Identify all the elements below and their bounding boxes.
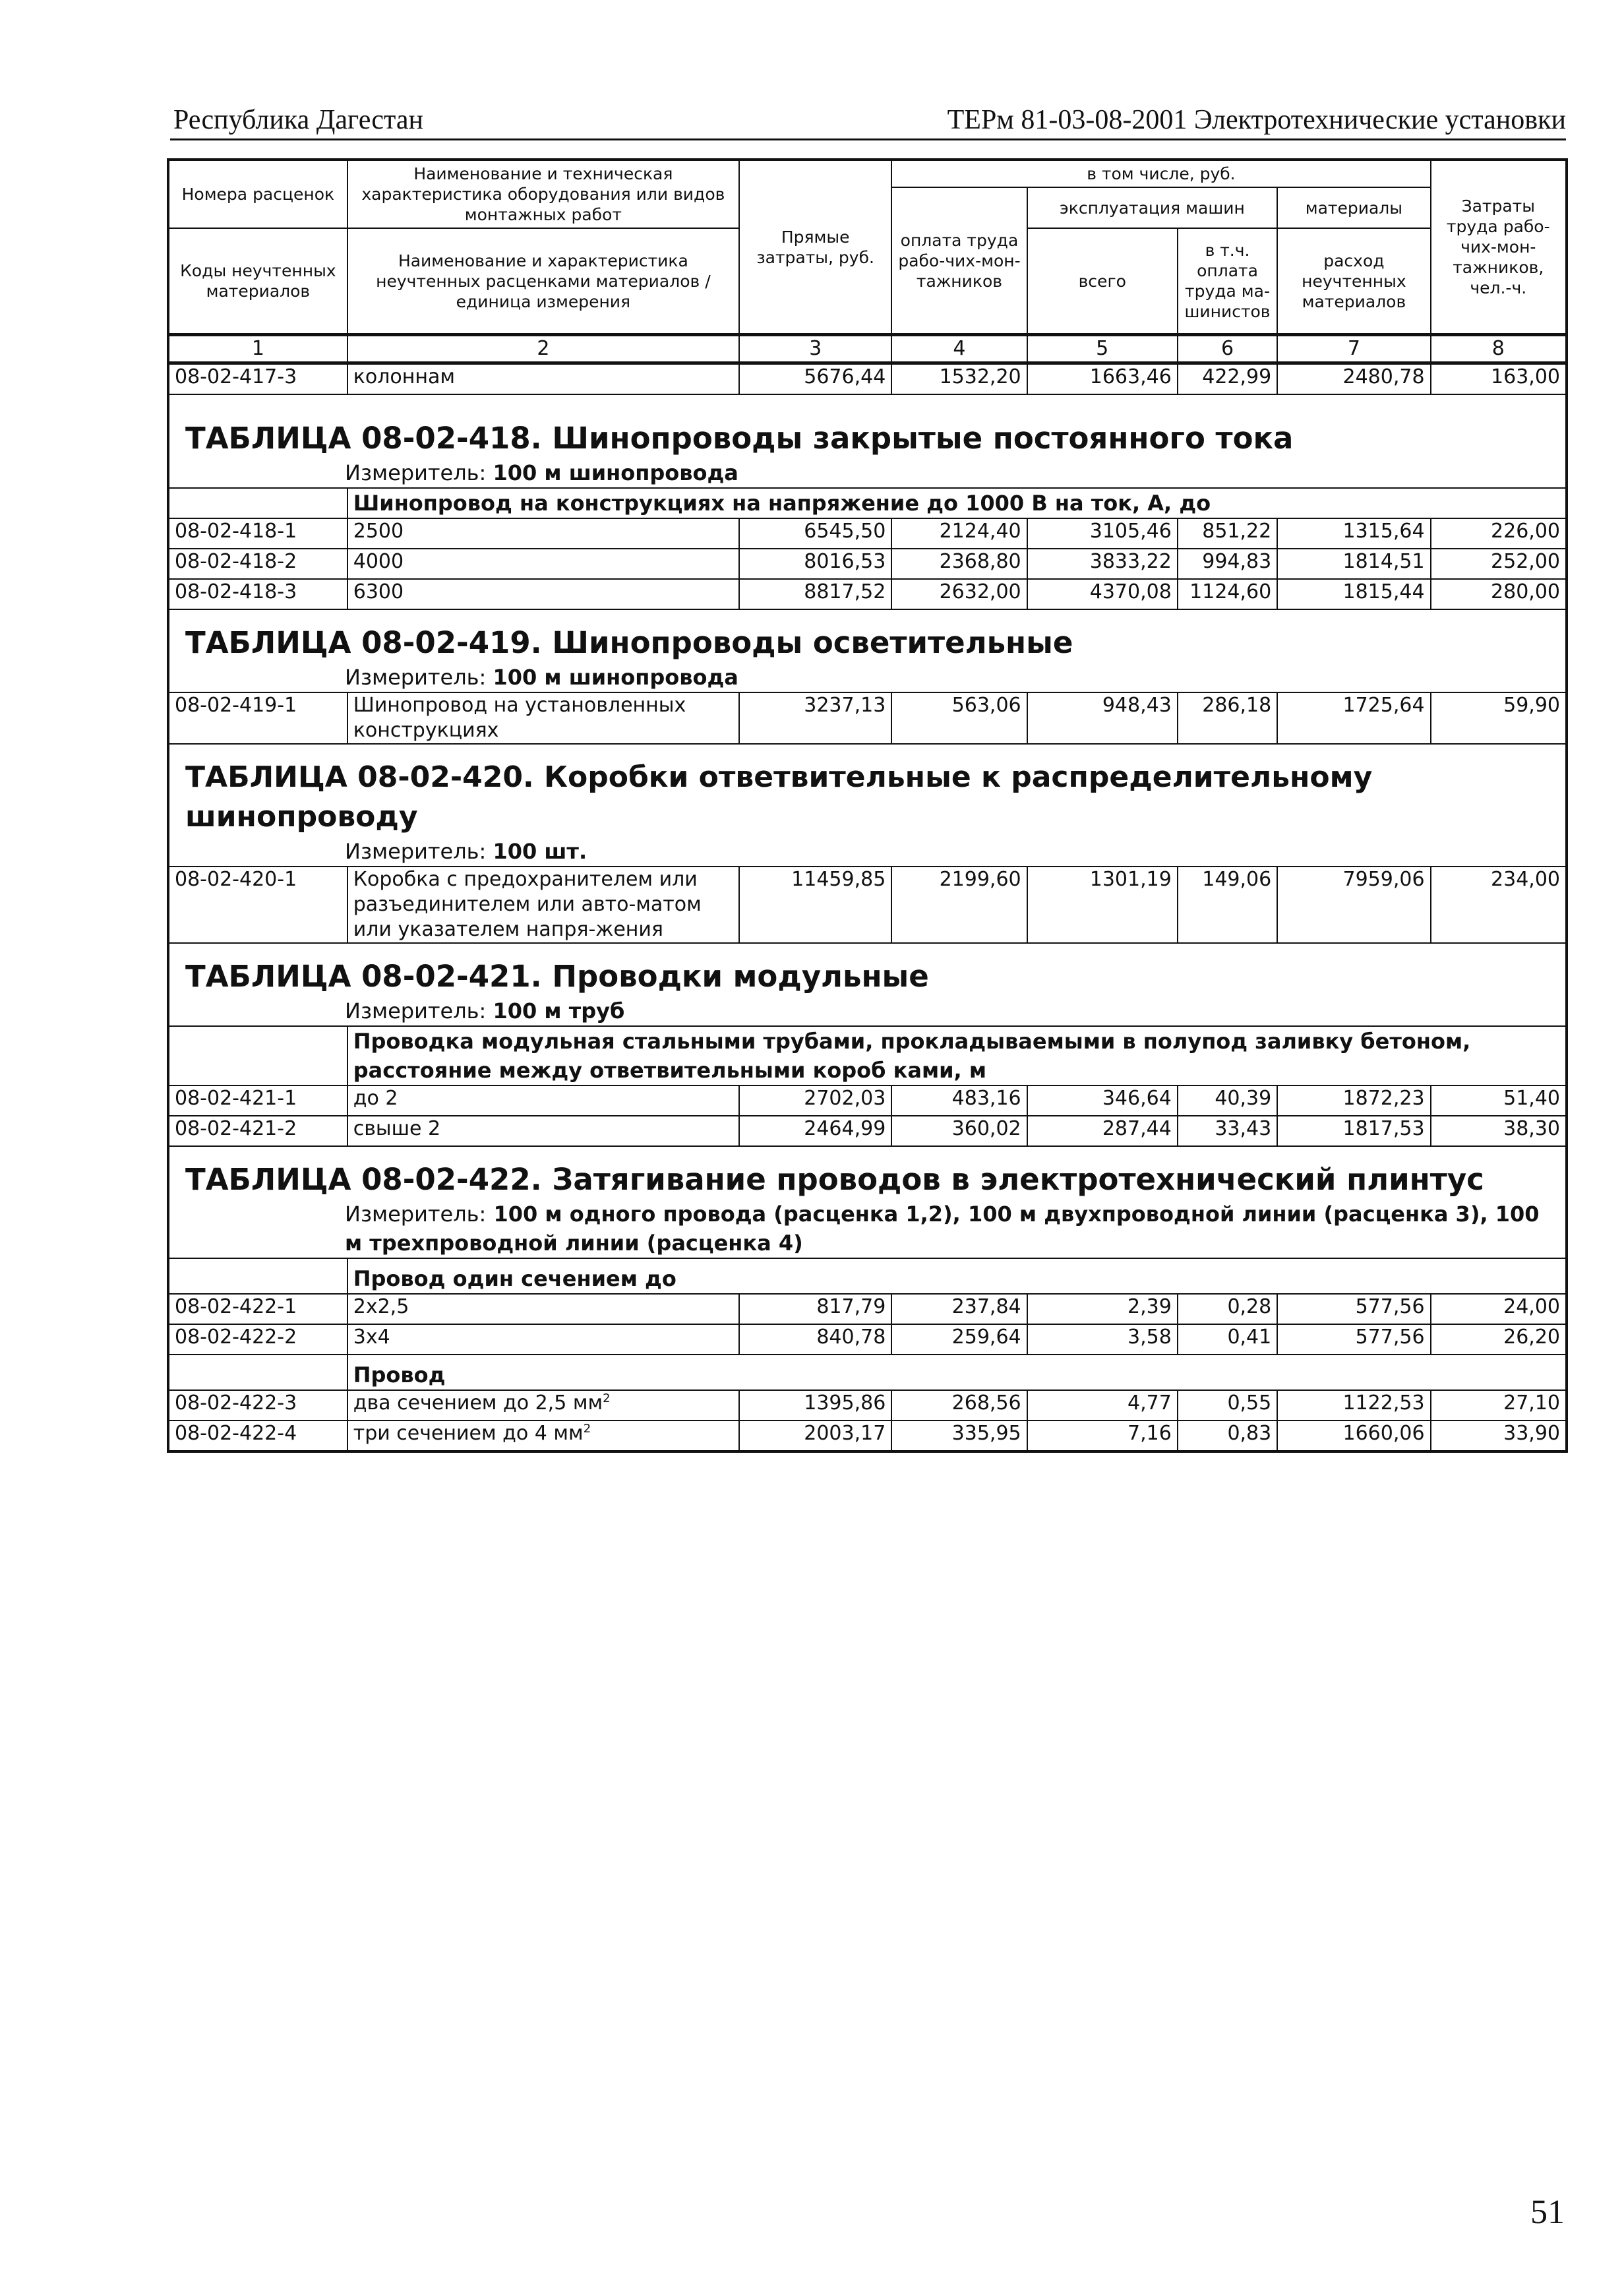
row-labor-hours: 33,90: [1431, 1420, 1567, 1451]
measure-text: [168, 1200, 1567, 1258]
measure-text: [168, 996, 1567, 1026]
row-labor-pay: 2368,80: [891, 549, 1027, 579]
table-head-row: [168, 160, 1567, 187]
column-number: 8: [1431, 335, 1567, 363]
section-title: ТАБЛИЦА 08-02-420. Коробки ответвительные к распределительному шинопроводу: [185, 760, 1373, 834]
row-code: 08-02-422-1: [168, 1294, 347, 1324]
row-name: 2500: [347, 518, 739, 549]
section-title-row: [168, 744, 1567, 837]
section-title: ТАБЛИЦА 08-02-419. Шинопроводы осветительные: [185, 625, 1073, 660]
row-code: 08-02-422-4: [168, 1420, 347, 1451]
table-row: [168, 1116, 1567, 1146]
row-name: 3х4: [347, 1324, 739, 1355]
row-machinists-pay: 33,43: [1178, 1116, 1277, 1146]
row-materials: 577,56: [1277, 1324, 1430, 1355]
subheading: Шинопровод на конструкциях на напряжение до 1000 В на ток, А, до: [347, 488, 1567, 518]
row-direct-cost: 2464,99: [739, 1116, 891, 1146]
head-machines-total: всего: [1027, 228, 1178, 335]
row-machinists-pay: 0,55: [1178, 1390, 1277, 1420]
row-code: 08-02-418-2: [168, 549, 347, 579]
table-row: [168, 1294, 1567, 1324]
row-direct-cost: 5676,44: [739, 363, 891, 395]
row-labor-pay: 1532,20: [891, 363, 1027, 395]
row-labor-pay: 268,56: [891, 1390, 1027, 1420]
row-machines-total: 1663,46: [1027, 363, 1178, 395]
measure-row: [168, 458, 1567, 488]
row-direct-cost: 6545,50: [739, 518, 891, 549]
column-number: 5: [1027, 335, 1178, 363]
row-name: Шинопровод на установленных конструкциях: [347, 692, 739, 744]
price-table: [167, 158, 1568, 1453]
column-number: 4: [891, 335, 1027, 363]
section-title-row: [168, 394, 1567, 458]
row-labor-pay: 2632,00: [891, 579, 1027, 609]
row-labor-pay: 237,84: [891, 1294, 1027, 1324]
head-machinists-pay: в т.ч. оплата труда ма-шинистов: [1178, 228, 1277, 335]
measure-value: 100 м одного провода (расценка 1,2), 100 м двухпроводной линии (расценка 3), 100 м трехпроводной линии (расценка 4): [345, 1202, 1540, 1256]
header-region: Республика Дагестан: [173, 105, 424, 135]
measure-value: 100 м шинопровода: [493, 665, 738, 690]
subheading-row: [168, 488, 1567, 518]
row-direct-cost: 840,78: [739, 1324, 891, 1355]
head-materials: материалы: [1277, 187, 1430, 228]
table-row: [168, 579, 1567, 609]
row-machinists-pay: 851,22: [1178, 518, 1277, 549]
table-row: [168, 692, 1567, 744]
row-code: 08-02-420-1: [168, 867, 347, 943]
row-materials: 1122,53: [1277, 1390, 1430, 1420]
row-machinists-pay: 994,83: [1178, 549, 1277, 579]
row-code: 08-02-421-1: [168, 1085, 347, 1116]
section-title-row: [168, 943, 1567, 996]
row-machines-total: 3,58: [1027, 1324, 1178, 1355]
measure-label: Измеритель:: [345, 1202, 487, 1227]
row-machinists-pay: 0,83: [1178, 1420, 1277, 1451]
section-title: ТАБЛИЦА 08-02-418. Шинопроводы закрытые постоянного тока: [185, 421, 1294, 456]
row-labor-pay: 360,02: [891, 1116, 1027, 1146]
row-labor-hours: 226,00: [1431, 518, 1567, 549]
head-codes-top: Номера расценок: [168, 160, 347, 228]
row-name: до 2: [347, 1085, 739, 1116]
head-name-top: Наименование и техническая характеристика оборудования или видов монтажных работ: [347, 160, 739, 228]
row-name: 4000: [347, 549, 739, 579]
head-direct-cost: Прямые затраты, руб.: [739, 160, 891, 335]
head-labor-hours: Затраты труда рабо-чих-мон-тажников, чел.-ч.: [1431, 160, 1567, 335]
row-direct-cost: 11459,85: [739, 867, 891, 943]
row-labor-pay: 2199,60: [891, 867, 1027, 943]
row-materials: 1660,06: [1277, 1420, 1430, 1451]
row-machines-total: 3105,46: [1027, 518, 1178, 549]
row-machines-total: 4370,08: [1027, 579, 1178, 609]
column-number: 6: [1178, 335, 1277, 363]
row-materials: 1815,44: [1277, 579, 1430, 609]
row-materials: 577,56: [1277, 1294, 1430, 1324]
row-name: [347, 1420, 739, 1451]
subheading-row: [168, 1258, 1567, 1294]
row-labor-hours: 163,00: [1431, 363, 1567, 395]
row-labor-hours: 27,10: [1431, 1390, 1567, 1420]
header-document-title: ТЕРм 81-03-08-2001 Электротехнические установки: [947, 105, 1566, 135]
row-direct-cost: 2003,17: [739, 1420, 891, 1451]
row-labor-pay: 563,06: [891, 692, 1027, 744]
row-code: 08-02-418-1: [168, 518, 347, 549]
row-machines-total: 346,64: [1027, 1085, 1178, 1116]
row-materials: 1814,51: [1277, 549, 1430, 579]
row-direct-cost: 817,79: [739, 1294, 891, 1324]
table-row: [168, 1324, 1567, 1355]
measure-label: Измеритель:: [345, 460, 487, 485]
head-name-bottom: Наименование и характеристика неучтенных расценками материалов / единица измерения: [347, 228, 739, 335]
subheading: Проводка модульная стальными трубами, прокладываемыми в полупод заливку бетоном, расстояние между ответвительными короб ками, м: [347, 1026, 1567, 1085]
head-including: в том числе, руб.: [891, 160, 1430, 187]
row-name-text: два сечением до 2,5 мм: [353, 1391, 603, 1415]
row-code: 08-02-422-3: [168, 1390, 347, 1420]
table-row: [168, 1420, 1567, 1451]
row-labor-hours: 38,30: [1431, 1116, 1567, 1146]
column-number: 3: [739, 335, 891, 363]
row-machinists-pay: 286,18: [1178, 692, 1277, 744]
row-machinists-pay: 422,99: [1178, 363, 1277, 395]
row-labor-hours: 59,90: [1431, 692, 1567, 744]
row-direct-cost: 8016,53: [739, 549, 891, 579]
column-number-row: [168, 335, 1567, 363]
row-name: свыше 2: [347, 1116, 739, 1146]
section-title: ТАБЛИЦА 08-02-422. Затягивание проводов в электротехнический плинтус: [185, 1162, 1484, 1197]
row-machinists-pay: 149,06: [1178, 867, 1277, 943]
row-materials: 1725,64: [1277, 692, 1430, 744]
section-title-row: [168, 1146, 1567, 1200]
row-labor-hours: 24,00: [1431, 1294, 1567, 1324]
row-labor-pay: 335,95: [891, 1420, 1027, 1451]
row-machines-total: 1301,19: [1027, 867, 1178, 943]
row-direct-cost: 3237,13: [739, 692, 891, 744]
column-number: 7: [1277, 335, 1430, 363]
row-code: 08-02-418-3: [168, 579, 347, 609]
row-labor-hours: 26,20: [1431, 1324, 1567, 1355]
table-row: [168, 867, 1567, 943]
row-name-superscript: 2: [583, 1422, 591, 1436]
row-machinists-pay: 0,41: [1178, 1324, 1277, 1355]
measure-text: [168, 458, 1567, 488]
row-name: Коробка с предохранителем или разъединителем или авто-матом или указателем напря-жения: [347, 867, 739, 943]
row-machinists-pay: 1124,60: [1178, 579, 1277, 609]
measure-row: [168, 1200, 1567, 1258]
subheading: Провод один сечением до: [347, 1258, 1567, 1294]
header-divider: [170, 138, 1566, 140]
row-labor-hours: 280,00: [1431, 579, 1567, 609]
row-machines-total: 3833,22: [1027, 549, 1178, 579]
table-row: [168, 1085, 1567, 1116]
table-row: [168, 363, 1567, 395]
section-title: ТАБЛИЦА 08-02-421. Проводки модульные: [185, 959, 929, 994]
row-machines-total: 948,43: [1027, 692, 1178, 744]
row-code: 08-02-419-1: [168, 692, 347, 744]
measure-row: [168, 663, 1567, 692]
measure-value: 100 шт.: [493, 839, 587, 864]
row-name: колоннам: [347, 363, 739, 395]
measure-label: Измеритель:: [345, 839, 487, 864]
row-labor-hours: 51,40: [1431, 1085, 1567, 1116]
row-machines-total: 2,39: [1027, 1294, 1178, 1324]
measure-row: [168, 996, 1567, 1026]
row-direct-cost: 1395,86: [739, 1390, 891, 1420]
measure-label: Измеритель:: [345, 665, 487, 690]
row-machines-total: 4,77: [1027, 1390, 1178, 1420]
measure-label: Измеритель:: [345, 998, 487, 1023]
head-material-use: расход неучтенных материалов: [1277, 228, 1430, 335]
section-title-row: [168, 609, 1567, 663]
row-machines-total: 7,16: [1027, 1420, 1178, 1451]
row-machinists-pay: 0,28: [1178, 1294, 1277, 1324]
measure-value: 100 м труб: [493, 998, 625, 1023]
column-number: 2: [347, 335, 739, 363]
row-code: 08-02-417-3: [168, 363, 347, 395]
subheading-row: [168, 1026, 1567, 1085]
subheading-row: [168, 1355, 1567, 1390]
head-codes-bottom: Коды неучтенных материалов: [168, 228, 347, 335]
row-labor-pay: 483,16: [891, 1085, 1027, 1116]
row-labor-pay: 2124,40: [891, 518, 1027, 549]
measure-text: [168, 837, 1567, 867]
head-machines: эксплуатация машин: [1027, 187, 1278, 228]
row-direct-cost: 8817,52: [739, 579, 891, 609]
row-code: 08-02-422-2: [168, 1324, 347, 1355]
table-row: [168, 518, 1567, 549]
row-code: 08-02-421-2: [168, 1116, 347, 1146]
row-machinists-pay: 40,39: [1178, 1085, 1277, 1116]
row-name-text: три сечением до 4 мм: [353, 1422, 584, 1445]
row-name-superscript: 2: [603, 1391, 611, 1405]
row-direct-cost: 2702,03: [739, 1085, 891, 1116]
table-row: [168, 549, 1567, 579]
row-materials: 1872,23: [1277, 1085, 1430, 1116]
row-name: [347, 1390, 739, 1420]
row-materials: 7959,06: [1277, 867, 1430, 943]
row-materials: 1315,64: [1277, 518, 1430, 549]
head-labor-pay: оплата труда рабо-чих-мон-тажников: [891, 187, 1027, 335]
row-materials: 2480,78: [1277, 363, 1430, 395]
row-name: 2х2,5: [347, 1294, 739, 1324]
measure-text: [168, 663, 1567, 692]
page-number: 51: [1530, 2193, 1565, 2231]
measure-row: [168, 837, 1567, 867]
row-labor-hours: 234,00: [1431, 867, 1567, 943]
table-row: [168, 1390, 1567, 1420]
subheading: Провод: [347, 1355, 1567, 1390]
row-labor-pay: 259,64: [891, 1324, 1027, 1355]
row-machines-total: 287,44: [1027, 1116, 1178, 1146]
measure-value: 100 м шинопровода: [493, 460, 738, 485]
column-number: 1: [168, 335, 347, 363]
row-labor-hours: 252,00: [1431, 549, 1567, 579]
row-materials: 1817,53: [1277, 1116, 1430, 1146]
row-name: 6300: [347, 579, 739, 609]
